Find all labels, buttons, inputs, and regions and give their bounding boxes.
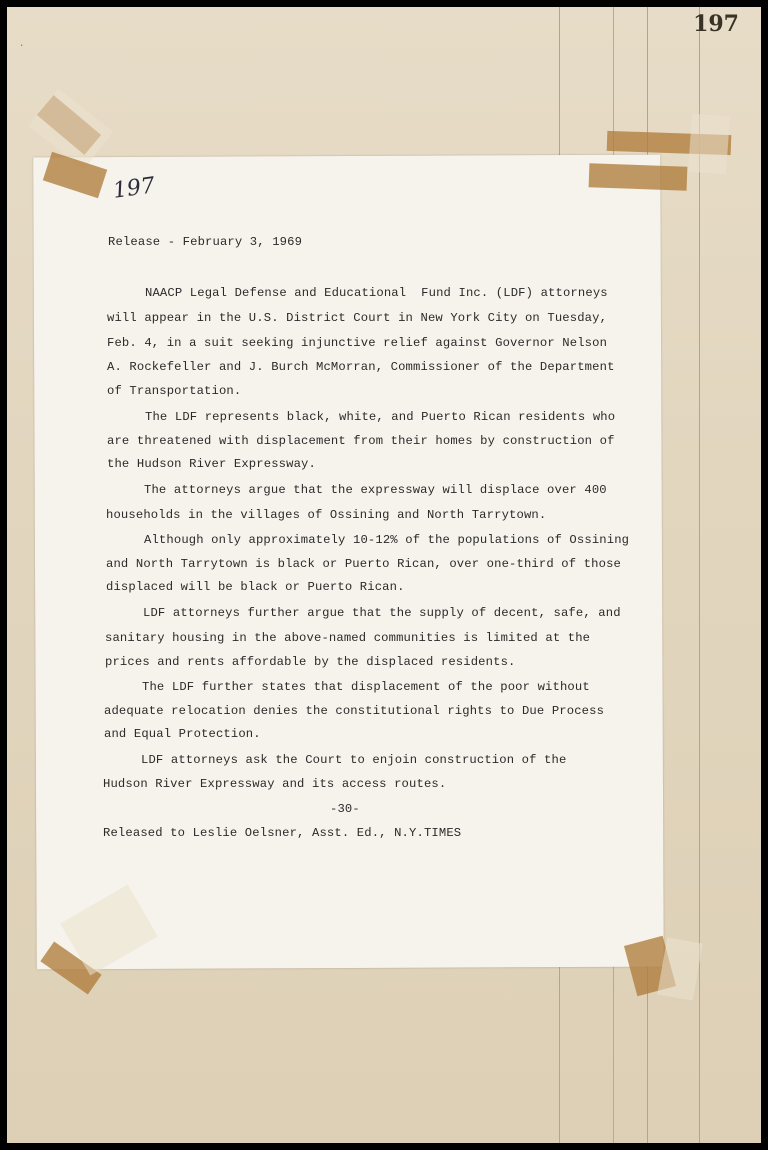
paragraph-4-line-1: Although only approximately 10-12% of the populations of Ossining (144, 533, 630, 547)
end-mark: -30- (330, 802, 360, 816)
paragraph-1-line-2: will appear in the U.S. District Court in New York City on Tuesday, (107, 311, 608, 325)
margin-mark: · (19, 41, 25, 51)
paragraph-1-line-5: of Transportation. (107, 384, 242, 398)
paragraph-7-line-2: Hudson River Expressway and its access routes. (103, 777, 447, 791)
paragraph-5-line-1: LDF attorneys further argue that the supply of decent, safe, and (143, 606, 621, 620)
paragraph-4-line-2: and North Tarrytown is black or Puerto Rican, over one-third of those (106, 557, 621, 571)
paragraph-6-line-3: and Equal Protection. (104, 727, 261, 741)
paragraph-2-line-2: are threatened with displacement from their homes by construction of (107, 434, 615, 448)
paragraph-2-line-3: the Hudson River Expressway. (107, 457, 316, 471)
paragraph-1-line-4: A. Rockefeller and J. Burch McMorran, Commissioner of the Department (107, 360, 615, 374)
paragraph-5-line-3: prices and rents affordable by the displaced residents. (105, 655, 516, 669)
paragraph-7-line-1: LDF attorneys ask the Court to enjoin construction of the (141, 753, 567, 767)
paragraph-6-line-2: adequate relocation denies the constitutional rights to Due Process (104, 704, 605, 718)
paragraph-3-line-1: The attorneys argue that the expressway will displace over 400 (144, 483, 607, 497)
tape-top-right (589, 163, 688, 190)
paragraph-5-line-2: sanitary housing in the above-named communities is limited at the (105, 631, 591, 645)
paragraph-2-line-1: The LDF represents black, white, and Puerto Rican residents who (145, 410, 616, 424)
released-to-line: Released to Leslie Oelsner, Asst. Ed., N.Y.TIMES (103, 826, 462, 840)
release-line: Release - February 3, 1969 (108, 235, 303, 249)
handwritten-number: 197 (111, 173, 157, 204)
tape-top-right-light (688, 114, 730, 175)
ruled-line (699, 7, 700, 1143)
paragraph-4-line-3: displaced will be black or Puerto Rican. (106, 580, 405, 594)
paragraph-3-line-2: households in the villages of Ossining and North Tarrytown. (106, 508, 547, 522)
paragraph-6-line-1: The LDF further states that displacement of the poor without (142, 680, 590, 694)
paragraph-1-line-3: Feb. 4, in a suit seeking injunctive relief against Governor Nelson (107, 336, 608, 350)
paragraph-1-line-1: NAACP Legal Defense and Educational Fund Inc. (LDF) attorneys (145, 286, 608, 300)
page-number: 197 (693, 11, 739, 37)
